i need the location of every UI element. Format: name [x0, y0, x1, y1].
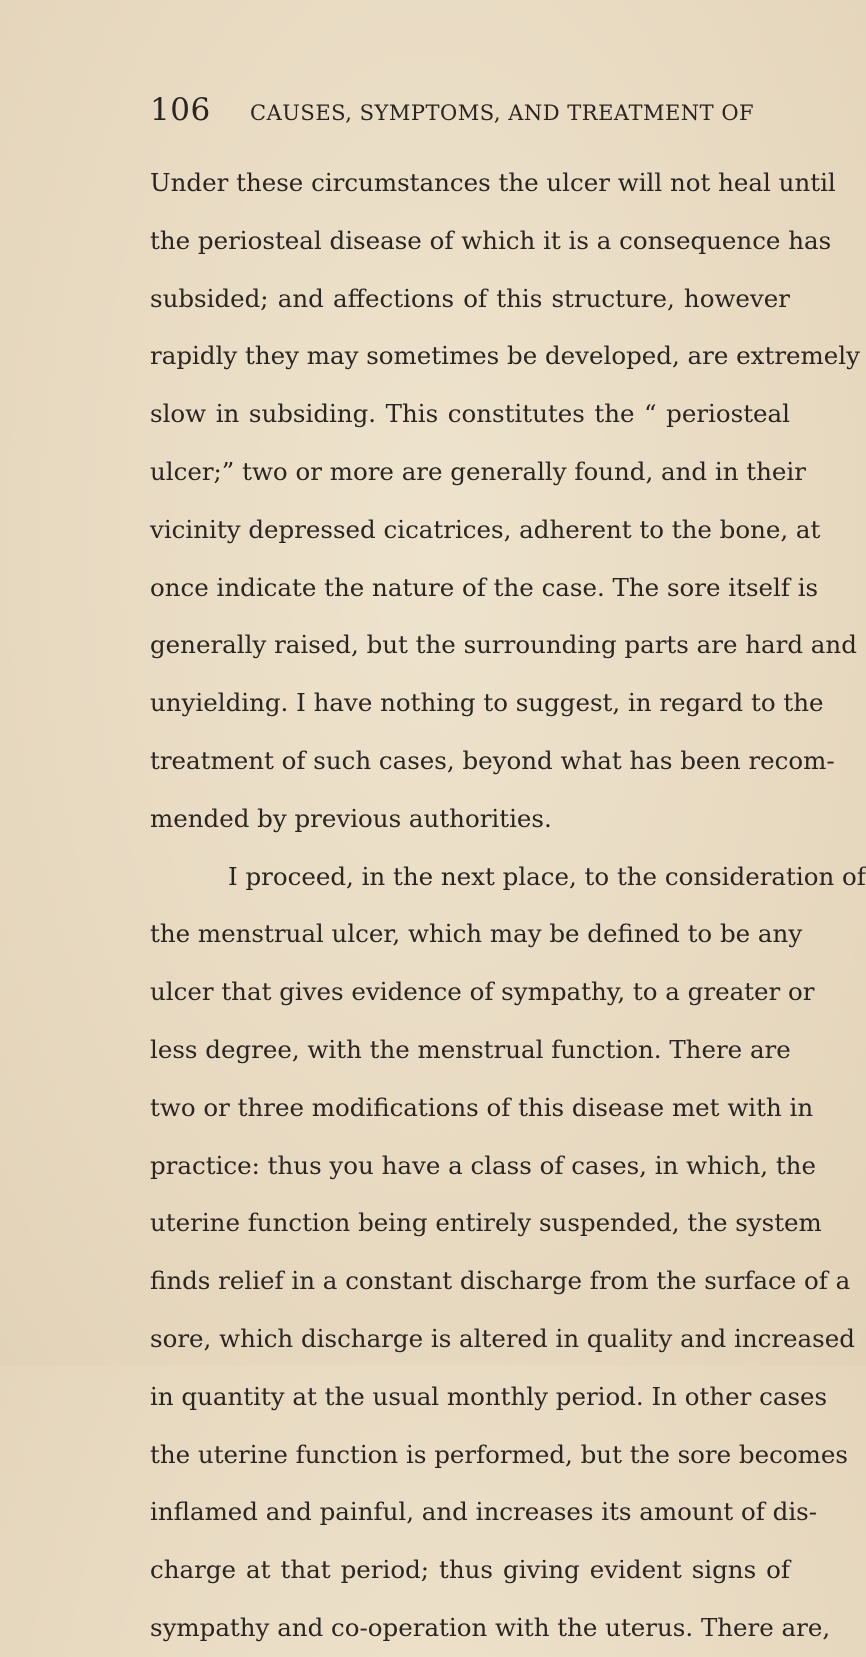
- text-line: I proceed, in the next place, to the consideration of: [228, 861, 866, 891]
- text-line: Under these circumstances the ulcer will not heal until: [150, 168, 836, 197]
- text-line: less degree, with the menstrual function. There are: [150, 1034, 791, 1064]
- text-line: practice: thus you have a class of cases, in which, the: [150, 1150, 816, 1180]
- body-text: [150, 154, 866, 1657]
- text-line: slow in subsiding. This constitutes the “ periosteal: [150, 399, 790, 429]
- text-line: vicinity depressed cicatrices, adherent to the bone, at: [150, 514, 821, 544]
- text-line: charge at that period; thus giving evident signs of: [150, 1555, 790, 1585]
- text-line: finds relief in a constant discharge from the surface of a: [150, 1266, 851, 1296]
- text-line: treatment of such cases, beyond what has been recom-: [150, 745, 835, 775]
- text-line: uterine function being entirely suspended, the system: [150, 1208, 822, 1238]
- text-line: unyielding. I have nothing to suggest, in regard to the: [150, 688, 824, 718]
- page-number: 106: [150, 92, 211, 128]
- text-line: mended by previous authorities.: [150, 803, 552, 833]
- text-line: ulcer;” two or more are generally found, and in their: [150, 456, 806, 486]
- page-header: [150, 92, 770, 132]
- text-line: the uterine function is performed, but the sore becomes: [150, 1439, 848, 1469]
- text-line: ulcer that gives evidence of sympathy, to a greater or: [150, 977, 815, 1007]
- text-line: the periosteal disease of which it is a consequence has: [150, 225, 832, 255]
- text-line: sore, which discharge is altered in quality and increased: [150, 1323, 855, 1353]
- text-line: in quantity at the usual monthly period. In other cases: [150, 1381, 828, 1411]
- running-head: CAUSES, SYMPTOMS, AND TREATMENT OF: [250, 101, 755, 125]
- text-line: subsided; and affections of this structure, however: [150, 283, 790, 313]
- text-line: sympathy and co-operation with the uterus. There are,: [150, 1612, 831, 1642]
- text-line: two or three modifications of this disease met with in: [150, 1092, 814, 1122]
- text-line: the menstrual ulcer, which may be defined to be any: [150, 919, 803, 949]
- text-line: generally raised, but the surrounding parts are hard and: [150, 630, 857, 660]
- text-line: inflamed and painful, and increases its amount of dis-: [150, 1497, 818, 1527]
- text-line: once indicate the nature of the case. The sore itself is: [150, 572, 819, 602]
- text-line: rapidly they may sometimes be developed, are extremely: [150, 341, 860, 371]
